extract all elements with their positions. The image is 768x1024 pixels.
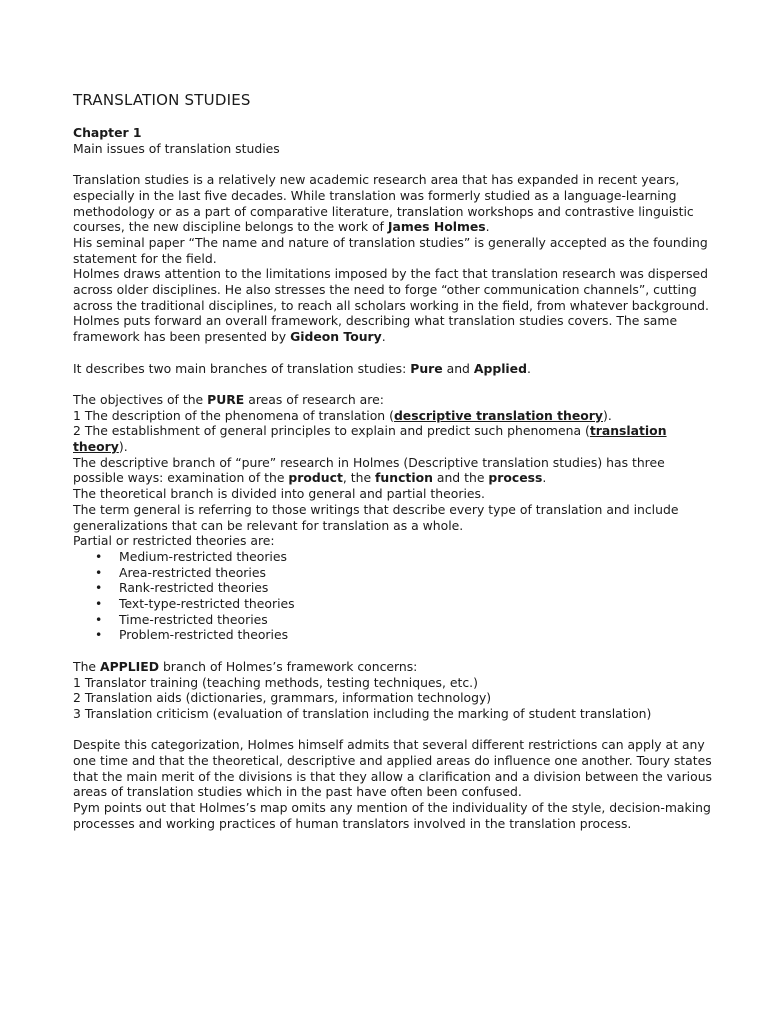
theoretical-branch-line: The theoretical branch is divided into general and partial theories. [73,486,485,502]
pure-item-1-text: 1 The description of the phenomena of translation ( [73,407,394,423]
pure-item-1-end: ). [603,407,612,423]
applied-item-3: 3 Translation criticism (evaluation of translation including the marking of student translation) [73,705,652,721]
applied-intro-text: The [73,658,100,674]
list-item [95,596,713,612]
list-item-label: Problem-restricted theories [119,627,289,643]
translation-theory-term: translation theory [73,423,667,455]
pure-intro-text: The objectives of the [73,391,208,407]
descriptive-branch-paragraph [73,455,713,486]
bullet-icon: • [95,564,103,580]
descriptive-sep-1: , the [342,470,376,486]
list-item [95,549,713,565]
intro-paragraph [73,172,713,235]
list-item-label: Text-type-restricted theories [119,596,295,612]
applied-item-1: 1 Translator training (teaching methods, testing techniques, etc.) [73,674,478,690]
product-term: product [288,470,343,486]
branches-end: . [526,360,531,376]
intro-text: Translation studies is a relatively new academic research area that has expanded in recent years, especially in the last five decades. While translation was formerly studied as a language-learning methodology or as a part of comparative literature, translation workshops and contrastive linguistic courses, the new discipline belongs to the work of [73,172,694,235]
branches-and: and [442,360,474,376]
descriptive-translation-theory-term: descriptive translation theory [393,407,603,423]
framework-text-end: . [381,329,386,345]
list-item [95,612,713,628]
seminal-paper-paragraph: His seminal paper “The name and nature of translation studies” is generally accepted as the founding statement for the field. [73,234,708,266]
applied-intro-text-end: branch of Holmes’s framework concerns: [159,658,418,674]
pure-item-2-end: ). [118,439,128,455]
pure-item-2-text: 2 The establishment of general principles to explain and predict such phenomena ( [73,423,590,439]
partial-theories-intro: Partial or restricted theories are: [73,533,275,549]
categorization-paragraph: Despite this categorization, Holmes himself admits that several different restrictions can apply at any one time and that the theoretical, descriptive and applied areas do influence one another. Toury states that the main merit of the divisions is that they allow a clarification and a division between the various areas of translation studies which in the past have often been confused. [73,737,713,800]
descriptive-sep-2: and the [432,470,489,486]
bullet-icon: • [95,596,103,612]
bullet-icon: • [95,548,103,564]
branches-text: It describes two main branches of translation studies: [73,360,411,376]
document-title: TRANSLATION STUDIES [73,91,251,109]
framework-paragraph [73,313,713,344]
pure-intro-text-end: areas of research are: [244,391,384,407]
chapter-subtitle: Main issues of translation studies [73,140,280,156]
applied-item-2: 2 Translation aids (dictionaries, grammars, information technology) [73,690,492,706]
list-item-label: Area-restricted theories [119,564,266,580]
pure-intro [73,392,713,408]
branches-paragraph [73,361,713,377]
limitations-paragraph: Holmes draws attention to the limitations imposed by the fact that translation research was dispersed across older disciplines. He also stresses the need to forge “other communication channels”, cutting across the traditional disciplines, to reach all scholars working in the field, from whatever background. [73,266,709,313]
intro-text-end: . [485,219,490,235]
bullet-icon: • [95,580,103,596]
chapter-heading: Chapter 1 [73,125,142,140]
list-item-label: Medium-restricted theories [119,548,287,564]
list-item [95,565,713,581]
framework-text: Holmes puts forward an overall framework, describing what translation studies covers. The same framework has been presented by [73,313,678,345]
list-item [95,580,713,596]
pure-term: Pure [410,360,443,376]
pym-paragraph: Pym points out that Holmes’s map omits any mention of the individuality of the style, decision-making processes and working practices of human translators involved in the translation process. [73,800,711,831]
descriptive-end: . [542,470,547,486]
bullet-icon: • [95,627,103,643]
document-page [73,90,713,832]
bullet-icon: • [95,611,103,627]
applied-term: Applied [473,360,527,376]
pure-item-2 [73,423,713,454]
list-item-label: Time-restricted theories [119,611,268,627]
pure-heading-term: PURE [207,391,245,407]
descriptive-text: The descriptive branch of “pure” research in Holmes (Descriptive translation studies) has three possible ways: examination of the [73,454,665,486]
applied-intro [73,659,713,675]
general-theory-paragraph: The term general is referring to those writings that describe every type of translation and include generalizations that can be relevant for translation as a whole. [73,501,679,533]
gideon-toury-name: Gideon Toury [290,329,382,345]
list-item [95,627,713,643]
applied-heading-term: APPLIED [99,658,159,674]
list-item-label: Rank-restricted theories [119,580,269,596]
pure-item-1 [73,408,713,424]
process-term: process [488,470,543,486]
partial-theories-list [73,549,713,643]
james-holmes-name: James Holmes [387,219,486,235]
function-term: function [375,470,433,486]
